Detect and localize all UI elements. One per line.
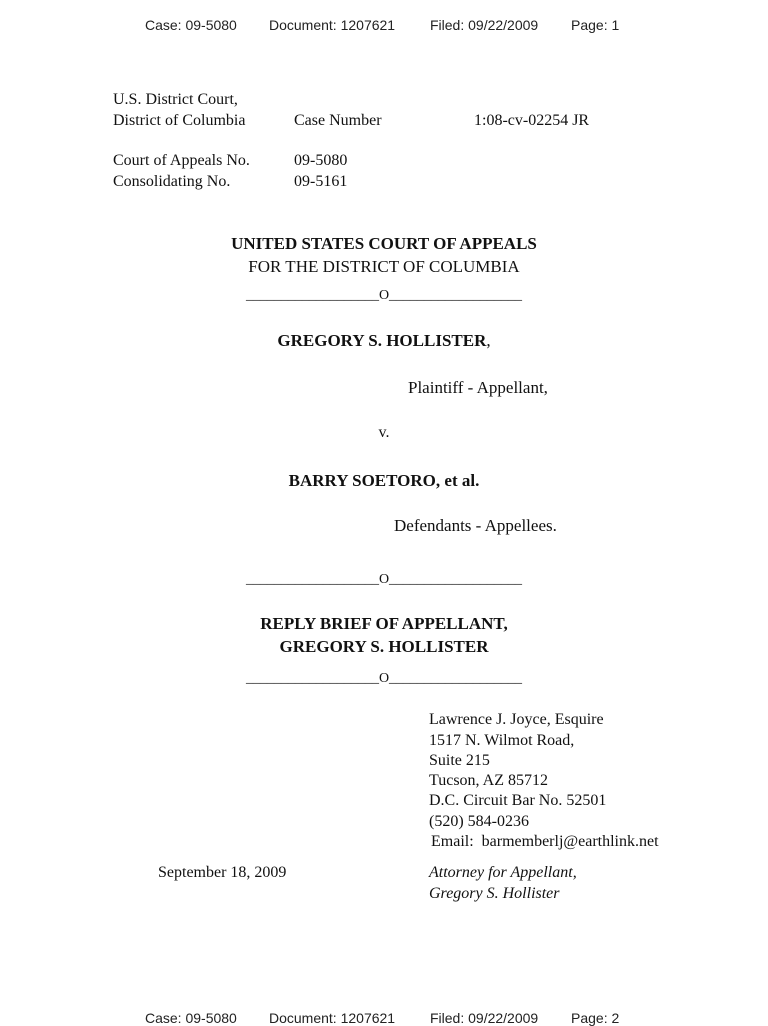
separator-line-2: ___________________O___________________ bbox=[245, 572, 523, 587]
plaintiff-name: GREGORY S. HOLLISTER bbox=[277, 331, 487, 350]
attorney-email: Email: barmemberlj@earthlink.net bbox=[431, 833, 659, 850]
separator-line-3: ___________________O___________________ bbox=[245, 671, 523, 686]
footer-page: Page: 2 bbox=[571, 1010, 620, 1026]
attorney-city: Tucson, AZ 85712 bbox=[429, 772, 548, 789]
district-court-line1: U.S. District Court, bbox=[113, 91, 238, 108]
header-filed: Filed: 09/22/2009 bbox=[430, 17, 539, 33]
footer-document: Document: 1207621 bbox=[269, 1010, 396, 1026]
court-title: UNITED STATES COURT OF APPEALS bbox=[231, 234, 537, 253]
attorney-address2: Suite 215 bbox=[429, 752, 490, 769]
attorney-address1: 1517 N. Wilmot Road, bbox=[429, 732, 575, 749]
brief-date: September 18, 2009 bbox=[158, 864, 287, 881]
header-case: Case: 09-5080 bbox=[145, 17, 237, 33]
attorney-role-line2: Gregory S. Hollister bbox=[429, 885, 560, 902]
plaintiff-role: Plaintiff - Appellant, bbox=[408, 378, 548, 397]
brief-title-line2: GREGORY S. HOLLISTER bbox=[279, 637, 489, 656]
header-document: Document: 1207621 bbox=[269, 17, 396, 33]
consolidating-value: 09-5161 bbox=[294, 173, 348, 190]
attorney-name: Lawrence J. Joyce, Esquire bbox=[429, 711, 604, 728]
brief-title-line1: REPLY BRIEF OF APPELLANT, bbox=[260, 614, 508, 633]
footer-filed: Filed: 09/22/2009 bbox=[430, 1010, 539, 1026]
case-number-value: 1:08-cv-02254 JR bbox=[474, 112, 590, 129]
plaintiff-name-line bbox=[0, 331, 768, 351]
court-subtitle: FOR THE DISTRICT OF COLUMBIA bbox=[248, 257, 520, 276]
appeals-value: 09-5080 bbox=[294, 152, 348, 169]
district-court-line2: District of Columbia bbox=[113, 112, 246, 129]
appeals-label: Court of Appeals No. bbox=[113, 152, 250, 169]
defendant-name: BARRY SOETORO, et al. bbox=[288, 471, 480, 490]
defendant-role: Defendants - Appellees. bbox=[394, 516, 557, 535]
separator-line-1: ___________________O___________________ bbox=[245, 288, 523, 303]
attorney-bar-number: D.C. Circuit Bar No. 52501 bbox=[429, 792, 607, 809]
case-number-label: Case Number bbox=[294, 112, 382, 129]
footer-case: Case: 09-5080 bbox=[145, 1010, 237, 1026]
attorney-role-line1: Attorney for Appellant, bbox=[429, 864, 577, 881]
attorney-phone: (520) 584-0236 bbox=[429, 813, 529, 830]
versus: v. bbox=[378, 424, 390, 441]
plaintiff-name-suffix: , bbox=[486, 331, 491, 350]
consolidating-label: Consolidating No. bbox=[113, 173, 231, 190]
header-page: Page: 1 bbox=[571, 17, 620, 33]
